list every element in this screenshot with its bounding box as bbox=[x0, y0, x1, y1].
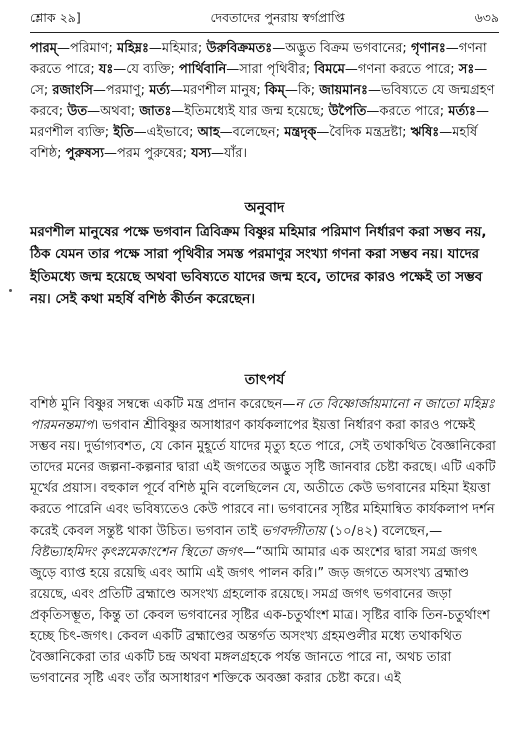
synonym-meaning: —মহর্ষি বশিষ্ঠ; bbox=[30, 125, 478, 162]
synonym-word: জায়মানঃ bbox=[319, 83, 368, 99]
purport-heading: তাৎপর্য bbox=[244, 372, 285, 388]
page-number: ৬৩৯ bbox=[474, 10, 499, 25]
synonym-word: মন্ত্রদৃক্ bbox=[284, 125, 317, 141]
header-rule bbox=[30, 32, 499, 33]
synonym-meaning: —পরমাণু; bbox=[92, 83, 150, 99]
synonym-word: মর্ত্যঃ bbox=[448, 104, 476, 120]
synonym-word: জাতঃ bbox=[139, 104, 172, 120]
synonym-meaning: —অদ্ভুত বিক্রম ভগবানের; bbox=[272, 41, 411, 56]
synonym-meaning: —গণনা করতে পারে; bbox=[30, 41, 487, 78]
synonym-meaning: —যাঁর। bbox=[211, 146, 248, 162]
synonym-word: পার্থিবানি bbox=[179, 62, 227, 78]
synonym-word: যঃ bbox=[98, 62, 114, 78]
synonym-meaning: —পরিমাণ; bbox=[56, 41, 118, 56]
synonym-word: উপৈতি bbox=[328, 104, 367, 120]
print-speck bbox=[9, 289, 12, 292]
synonym-word: ইতি bbox=[113, 125, 134, 141]
synonym-meaning: —অথবা; bbox=[87, 104, 140, 120]
synonym-meaning: —মরণশীল ব্যক্তি; bbox=[30, 104, 489, 141]
sanskrit-quote: বিষ্টভ্যাহমিদং কৃৎস্নমেকাংশেন স্থিতো জগৎ bbox=[30, 544, 243, 560]
sanskrit-quote: ন তে বিষ্ণোর্জায়মানো ন জাতো মহিম্নঃ পারমনন্তমাপ bbox=[30, 397, 495, 434]
running-header bbox=[30, 10, 499, 30]
synonym-word: যস্য bbox=[191, 146, 212, 162]
synonym-word: মহিম্নঃ bbox=[117, 41, 149, 56]
synonym-word: বিমমে bbox=[314, 62, 345, 78]
purport-part: (১০/৪২) বলেছেন,— bbox=[325, 523, 443, 539]
translation-text: মরণশীল মানুষের পক্ষে ভগবান ত্রিবিক্রম বিষ্ণুর মহিমার পরিমাণ নির্ধারণ করা সম্ভব নয়, ঠিক যেমন তার পক্ষে সারা পৃথিবীর সমস্ত পরমাণুর সংখ্যা গণনা করা সম্ভব নয়। যাদের ইতিমধ্যে জন্ম হয়েছে অথবা ভবিষ্যতে যাদের জন্ম হবে, তাদের কারও পক্ষেই তা সম্ভব নয়। সেই কথা মহর্ষি বশিষ্ঠ কীর্তন করেছেন। bbox=[30, 225, 487, 307]
synonym-word: পুরুষস্য bbox=[65, 146, 104, 162]
synonym-meaning: —গণনা করতে পারে; bbox=[344, 62, 459, 78]
synonym-word: আহ bbox=[197, 125, 220, 141]
synonym-meaning: —যে ব্যক্তি; bbox=[113, 62, 180, 78]
synonym-meaning: —কি; bbox=[284, 83, 320, 99]
verse-reference: শ্লোক ২৯] bbox=[30, 10, 81, 25]
synonym-meaning: —সে; bbox=[30, 62, 488, 99]
chapter-title: দেবতাদের পুনরায় স্বর্গপ্রাপ্তি bbox=[210, 10, 345, 25]
synonym-word: পারম্ bbox=[30, 41, 57, 56]
synonym-meaning: —মরণশীল মানুষ; bbox=[169, 83, 265, 99]
purport-part: বশিষ্ঠ মুনি বিষ্ণুর সম্বন্ধে একটি মন্ত্র প্রদান করেছেন— bbox=[30, 397, 296, 412]
word-meanings bbox=[30, 38, 499, 165]
synonym-meaning: —ইতিমধ্যেই যার জন্ম হয়েছে; bbox=[171, 104, 329, 120]
synonym-word: উত bbox=[67, 104, 88, 120]
synonym-meaning: —পরম পুরুষের; bbox=[103, 146, 192, 162]
scripture-title: ভগবদ্গীতায় bbox=[261, 523, 326, 539]
synonym-meaning: —করতে পারে; bbox=[366, 104, 449, 120]
translation-heading: অনুবাদ bbox=[244, 200, 285, 216]
synonym-word: গৃণানঃ bbox=[410, 41, 446, 56]
synonym-word: উরুবিক্রমতঃ bbox=[206, 41, 273, 56]
synonym-word: ঋষিঃ bbox=[410, 125, 440, 141]
synonym-word: কিম্ bbox=[264, 83, 285, 99]
synonym-meaning: —সারা পৃথিবীর; bbox=[226, 62, 315, 78]
purport-part: —“আমি আমার এক অংশের দ্বারা সমগ্র জগৎ জুড়ে ব্যাপ্ত হয়ে রয়েছি এবং আমি এই জগৎ পালন করি।” জড় জগতে অসংখ্য ব্রহ্মাণ্ড রয়েছে, এবং প্রতিটি ব্রহ্মাণ্ডে অসংখ্য গ্রহলোক রয়েছে। সমগ্র জগৎ ভগবানের জড়া প্রকৃতিসম্ভূত, কিন্তু তা কেবল ভগবানের সৃষ্টির এক-চতুর্থাংশ মাত্র। সৃষ্টির বাকি তিন-চতুর্থাংশ হচ্ছে চিৎ-জগৎ। কেবল একটি ব্রহ্মাণ্ডের অন্তর্গত অসংখ্য গ্রহমণ্ডলীর মধ্যে তথাকথিত বৈজ্ঞানিকেরা তার একটি চন্দ্র অথবা মঙ্গলগ্রহকে পর্যন্ত জানতে পারে না, অথচ তারা ভগবানের সৃষ্টি এবং তাঁর অসাধারণ শক্তিকে অবজ্ঞা করার চেষ্টা করে। এই bbox=[30, 544, 490, 687]
synonym-meaning: —ভবিষ্যতে যে জন্মগ্রহণ করবে; bbox=[30, 83, 495, 120]
synonym-meaning: —মহিমার; bbox=[148, 41, 207, 56]
synonym-meaning: —বৈদিক মন্ত্রদ্রষ্টা; bbox=[316, 125, 411, 141]
synonym-word: রজাংসি bbox=[52, 83, 93, 99]
purport-part: । ভগবান শ্রীবিষ্ণুর অসাধারণ কার্যকলাপের ইয়ত্তা নির্ধারণ করা কারও পক্ষেই সম্ভব নয়। দুর্ভাগ্যবশত, যে কোন মুহূর্তে যাদের মৃত্যু হতে পারে, সেই তথাকথিত বৈজ্ঞানিকেরা তাদের মনের জল্পনা-কল্পনার দ্বারা এই জগতের অদ্ভুত সৃষ্টি জানবার চেষ্টা করছে। এটি একটি মূর্খের প্রয়াস। বহুকাল পূর্বে বশিষ্ঠ মুনি বলেছিলেন যে, অতীতে কেউ ভগবানের মহিমা ইয়ত্তা করতে পারেনি এবং ভবিষ্যতেও কেউ পারবে না। ভগবানের সৃষ্টির মহিমান্বিত কার্যকলাপ দর্শন করেই কেবল সন্তুষ্ট থাকা উচিত। ভগবান তাই bbox=[30, 418, 496, 539]
synonym-meaning: —বলেছেন; bbox=[219, 125, 285, 141]
synonym-word: মর্ত্য bbox=[149, 83, 170, 99]
purport-text bbox=[30, 394, 499, 689]
synonym-meaning: —এইভাবে; bbox=[133, 125, 198, 141]
synonym-word: সঃ bbox=[458, 62, 475, 78]
